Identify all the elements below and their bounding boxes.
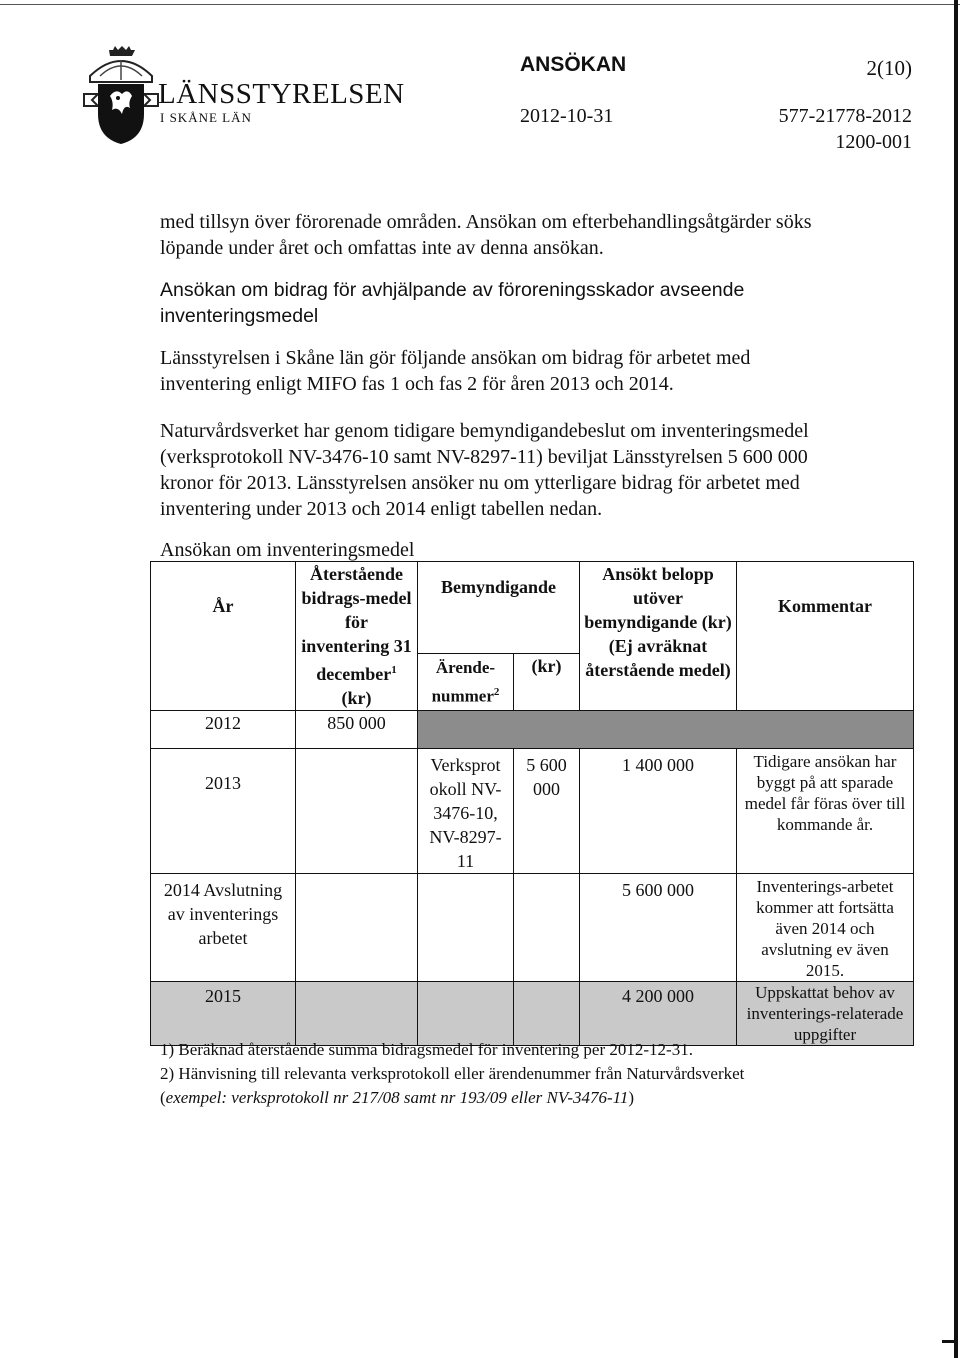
application-table (150, 561, 914, 1046)
document-date: 2012-10-31 (520, 105, 614, 127)
cell-remaining (296, 874, 418, 982)
table-row (151, 982, 914, 1046)
header-remaining (296, 562, 418, 711)
header-case-ref (418, 653, 514, 710)
footnote-1: 1) Beräknad återstående summa bidragsmedel för inventering per 2012-12-31. (160, 1040, 693, 1059)
table-row (151, 711, 914, 749)
header-year: År (151, 562, 296, 711)
header-amount-unit: (kr) (514, 653, 580, 710)
table-row (151, 749, 914, 874)
cell-case-ref: Verksprot okoll NV-3476-10, NV-8297-11 (418, 749, 514, 874)
cell-remaining: 850 000 (296, 711, 418, 749)
header-comment: Kommentar (737, 562, 914, 711)
cell-comment: Inventerings-arbetet kommer att fortsätta även 2014 och avslutning ev även 2015. (737, 874, 914, 982)
footnote-2-close: ) (628, 1088, 635, 1107)
cell-amount (514, 874, 580, 982)
intro-paragraph: med tillsyn över förorenade områden. Ansökan om efterbehandlingsåtgärder söks löpande under året och omfattas inte av denna ansökan. (160, 211, 812, 259)
cell-applied: 1 400 000 (580, 749, 737, 874)
cell-applied: 4 200 000 (580, 982, 737, 1046)
header-remaining-unit: (kr) (341, 688, 372, 708)
cell-shaded (418, 711, 914, 749)
footnote-2-example: verksprotokoll nr 217/08 samt nr 193/09 eller NV-3476-11 (231, 1088, 629, 1107)
header-case-ref-label: Ärende-nummer (431, 657, 496, 706)
header-applied-note: (Ej avräknat återstående medel) (585, 636, 731, 680)
section-heading: Ansökan om bidrag för avhjälpande av föroreningsskador avseende inventeringsmedel (160, 279, 745, 327)
cell-year: 2012 (151, 711, 296, 749)
org-name: LÄNSSTYRELSEN (158, 78, 405, 110)
header-applied (580, 562, 737, 711)
cell-case-ref (418, 982, 514, 1046)
scan-right-edge (954, 0, 958, 1358)
coat-of-arms-logo (80, 46, 162, 146)
footnote-2-example-label: exempel: (165, 1088, 228, 1107)
scan-top-edge (0, 4, 960, 5)
case-code: 1200-001 (835, 131, 912, 153)
scan-corner-mark (942, 1340, 956, 1343)
footnote-ref-2: 2 (493, 685, 500, 698)
header-remaining-label: Återstående bidrags-medel för inventering 31 december (301, 564, 412, 684)
cell-remaining (296, 749, 418, 874)
paragraph-1: Länsstyrelsen i Skåne län gör följande ansökan om bidrag för arbetet med inventering enligt MIFO fas 1 och fas 2 för åren 2013 och 2014. (160, 347, 751, 395)
cell-year: 2014 Avslutning av inventerings arbetet (151, 874, 296, 982)
cell-year: 2015 (151, 982, 296, 1046)
cell-comment: Uppskattat behov av inventerings-relaterade uppgifter (737, 982, 914, 1046)
paragraph-2: Naturvårdsverket har genom tidigare bemyndigandebeslut om inventeringsmedel (verksprotokoll NV-3476-10 samt NV-8297-11) beviljat Länsstyrelsen 5 600 000 kronor för 2013. Länsstyrelsen ansöker nu om ytterligare bidrag för arbetet med inventering under 2013 och 2014 enligt tabellen nedan. (160, 420, 809, 520)
cell-comment: Tidigare ansökan har byggt på att sparade medel får föras över till kommande år. (737, 749, 914, 874)
footnote-ref-1: 1 (391, 664, 397, 676)
footnote-2 (160, 1062, 800, 1110)
case-number: 577-21778-2012 (778, 105, 912, 127)
footnote-2-text: 2) Hänvisning till relevanta verksprotokoll eller ärendenummer från Naturvårdsverket ( (160, 1064, 745, 1107)
cell-amount (514, 982, 580, 1046)
org-subtitle: I SKÅNE LÄN (160, 110, 252, 125)
table-row (151, 874, 914, 982)
header-authorization: Bemyndigande (418, 562, 580, 654)
cell-case-ref (418, 874, 514, 982)
table-title: Ansökan om inventeringsmedel (160, 539, 415, 561)
cell-remaining (296, 982, 418, 1046)
document-type: ANSÖKAN (520, 53, 627, 76)
cell-amount: 5 600 000 (514, 749, 580, 874)
page-number: 2(10) (866, 56, 912, 80)
cell-year: 2013 (151, 749, 296, 874)
cell-applied: 5 600 000 (580, 874, 737, 982)
header-applied-label: Ansökt belopp utöver bemyndigande (kr) (584, 564, 732, 632)
